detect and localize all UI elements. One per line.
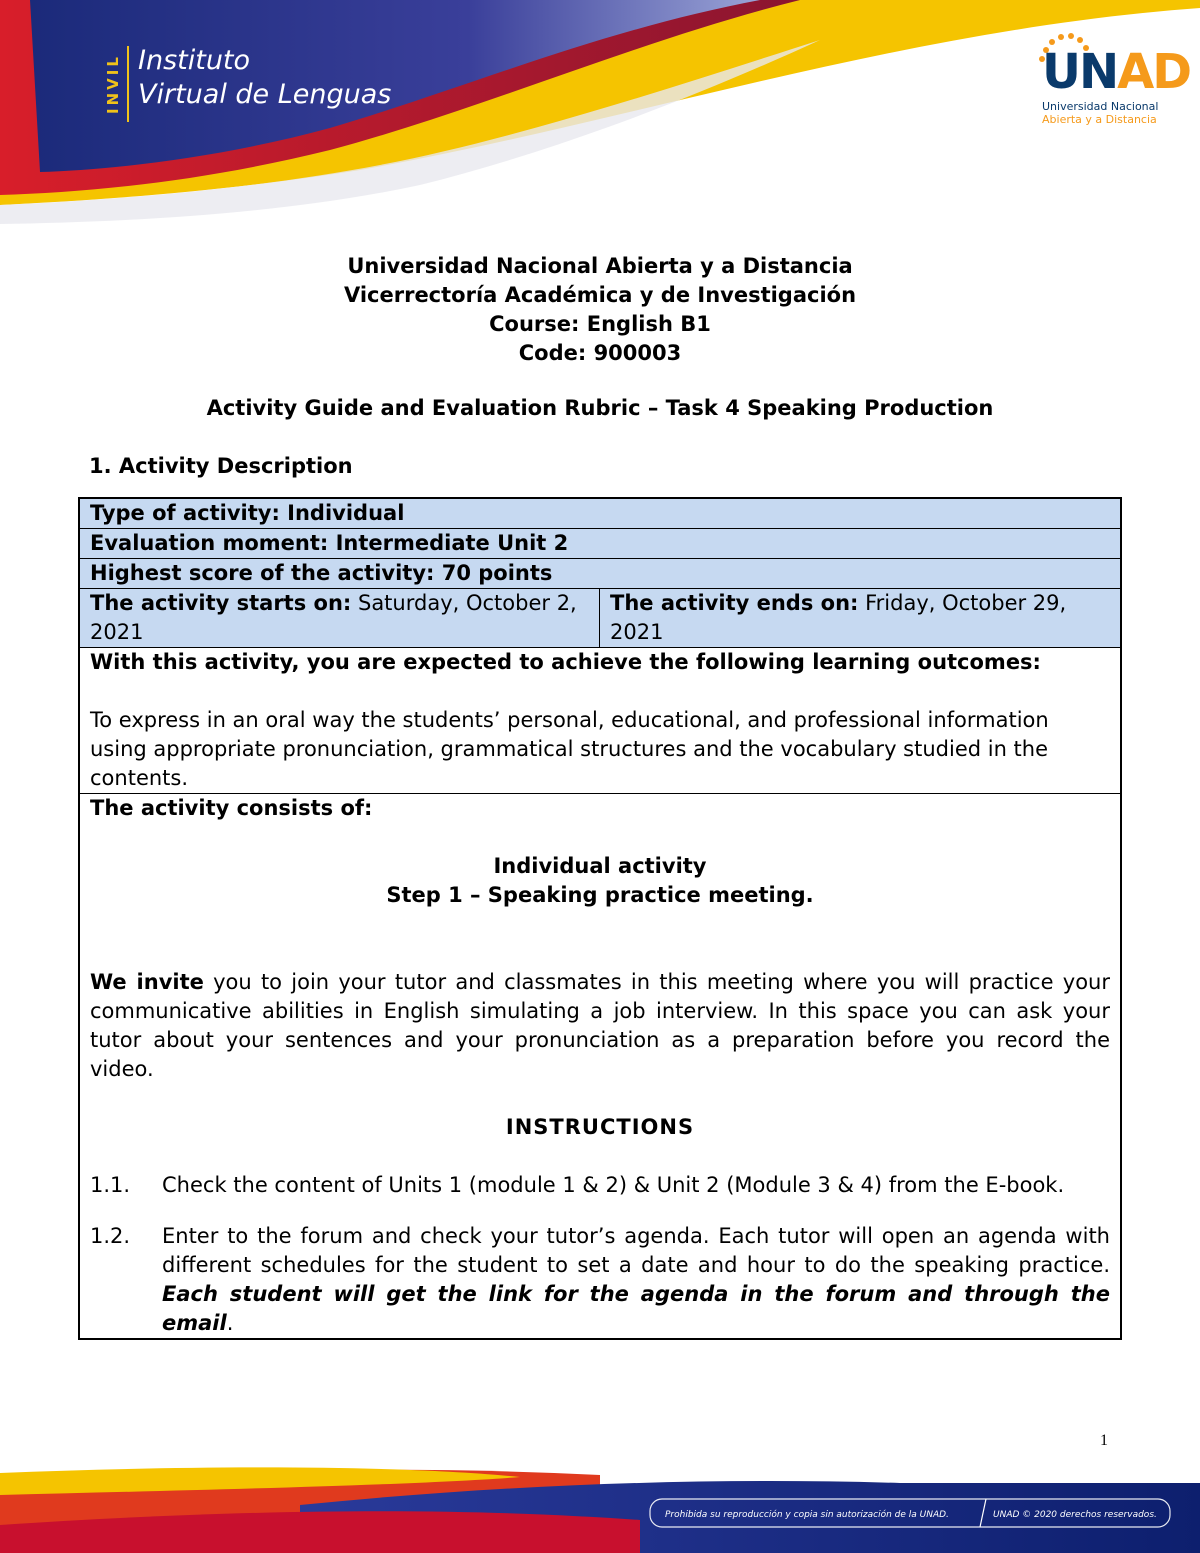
start-date-cell bbox=[80, 589, 600, 647]
unad-subtitle-1: Universidad Nacional bbox=[1042, 100, 1159, 113]
item2-text: Enter to the forum and check your tutor’s agenda. Each tutor will open an agenda with different schedules for the student to set a date and hour to do the speaking practice. bbox=[162, 1224, 1110, 1277]
item1-number: 1.1. bbox=[90, 1173, 131, 1197]
start-value: Saturday, October 2, 2021 bbox=[90, 591, 577, 644]
instructions-heading: INSTRUCTIONS bbox=[505, 1115, 695, 1139]
footer-notice: Prohibida su reproducción y copia sin autorización de la UNAD. bbox=[665, 1510, 949, 1520]
header-banner bbox=[0, 0, 1200, 230]
end-label: The activity ends on: bbox=[610, 591, 859, 615]
footer-banner bbox=[0, 1465, 1200, 1553]
unad-ad: AD bbox=[1117, 44, 1191, 100]
guide-title: Activity Guide and Evaluation Rubric – Task 4 Speaking Production bbox=[206, 396, 994, 420]
instruction-item-1 bbox=[90, 1171, 1110, 1200]
end-date-cell bbox=[600, 589, 1120, 647]
invite-bold: We invite bbox=[90, 970, 204, 994]
end-value: Friday, October 29, 2021 bbox=[610, 591, 1067, 644]
outcomes-text: To express in an oral way the students’ personal, educational, and professional information using appropriate pronunciation, grammatical structures and the vocabulary studied in the contents. bbox=[90, 708, 1049, 790]
heading-code: Code: 900003 bbox=[518, 341, 682, 365]
step1-heading: Step 1 – Speaking practice meeting. bbox=[386, 883, 814, 907]
row-moment bbox=[80, 529, 1120, 559]
item1-text: Check the content of Units 1 (module 1 & 2) & Unit 2 (Module 3 & 4) from the E-book. bbox=[162, 1173, 1065, 1197]
unad-wordmark bbox=[1042, 44, 1190, 100]
consists-cell bbox=[80, 794, 1120, 1338]
footer-rights: UNAD © 2020 derechos reservados. bbox=[993, 1510, 1157, 1520]
heading-course: Course: English B1 bbox=[489, 312, 711, 336]
item2-number: 1.2. bbox=[90, 1224, 131, 1248]
consists-heading: The activity consists of: bbox=[90, 796, 373, 820]
instruction-item-2 bbox=[90, 1222, 1110, 1338]
invite-paragraph bbox=[90, 968, 1110, 1084]
item2-end: . bbox=[226, 1311, 234, 1335]
row-score bbox=[80, 559, 1120, 589]
row-consists bbox=[80, 794, 1120, 1338]
invite-text: you to join your tutor and classmates in this meeting where you will practice your communicative abilities in English simulating a job interview. In this space you can ask your tutor about your sentences and your pronunciation as a preparation before you record the video. bbox=[90, 970, 1110, 1081]
unad-u: U bbox=[1042, 44, 1079, 100]
row-dates bbox=[80, 589, 1120, 648]
invil-logo-title bbox=[138, 44, 391, 112]
heading-vicerrectoria: Vicerrectoría Académica y de Investigación bbox=[343, 283, 857, 307]
evaluation-moment: Evaluation moment: Intermediate Unit 2 bbox=[90, 531, 569, 555]
highest-score: Highest score of the activity: 70 points bbox=[90, 561, 553, 585]
section-title: 1. Activity Description bbox=[89, 454, 353, 478]
individual-activity-heading: Individual activity bbox=[493, 854, 707, 878]
activity-table bbox=[78, 497, 1122, 1340]
heading-university: Universidad Nacional Abierta y a Distancia bbox=[347, 254, 853, 278]
outcomes-cell bbox=[80, 648, 1120, 793]
invil-divider bbox=[127, 46, 129, 122]
unad-n: N bbox=[1078, 44, 1118, 100]
row-outcomes bbox=[80, 648, 1120, 794]
type-of-activity: Type of activity: Individual bbox=[90, 501, 405, 525]
invil-title-line2: Virtual de Lenguas bbox=[138, 79, 392, 110]
start-label: The activity starts on: bbox=[90, 591, 352, 615]
document-heading bbox=[0, 252, 1200, 368]
item2-bold: Each student will get the link for the agenda in the forum and through the email bbox=[162, 1282, 1110, 1335]
invil-vertical-text: INVIL bbox=[104, 54, 122, 114]
item2-text-wrap bbox=[162, 1222, 1110, 1338]
row-type bbox=[80, 499, 1120, 529]
invil-title-line1: Instituto bbox=[138, 45, 251, 76]
outcomes-heading: With this activity, you are expected to achieve the following learning outcomes: bbox=[90, 650, 1041, 674]
page-number: 1 bbox=[1100, 1432, 1108, 1449]
unad-subtitle-2: Abierta y a Distancia bbox=[1042, 113, 1157, 126]
